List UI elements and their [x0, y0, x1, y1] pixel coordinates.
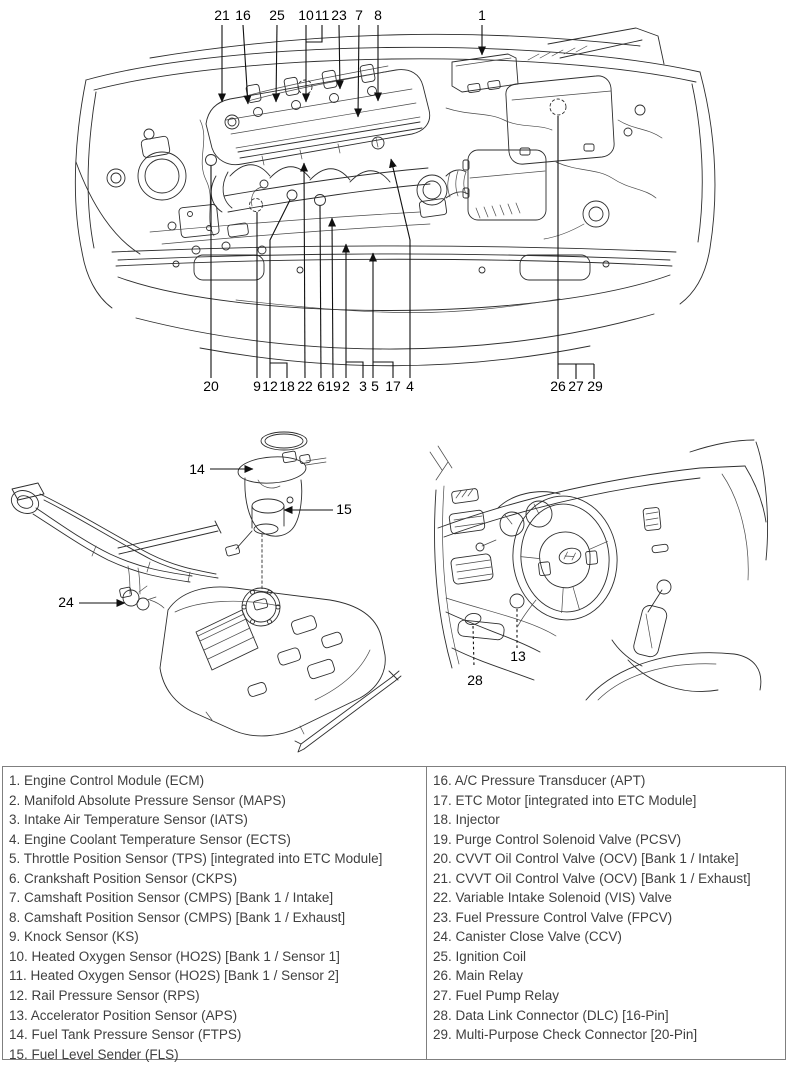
- parts-list-item: 21. CVVT Oil Control Valve (OCV) [Bank 1 / Exhaust]: [433, 870, 751, 886]
- callout-17: 17: [385, 378, 401, 394]
- engine-bay-leader-lines: [211, 25, 594, 379]
- callout-18: 18: [279, 378, 295, 394]
- callout-23: 23: [331, 7, 347, 23]
- callout-29: 29: [587, 378, 603, 394]
- parts-list-item: 9. Knock Sensor (KS): [9, 929, 139, 945]
- callout-5: 5: [371, 378, 379, 394]
- parts-list-item: 28. Data Link Connector (DLC) [16-Pin]: [433, 1007, 669, 1023]
- callout-9: 9: [253, 378, 261, 394]
- callout-2: 2: [342, 378, 350, 394]
- dashboard-figure: [430, 440, 768, 700]
- callout-25: 25: [269, 7, 285, 23]
- parts-list-item: 5. Throttle Position Sensor (TPS) [integrated into ETC Module]: [9, 851, 383, 867]
- fuel-tank-callout-labels: [58, 461, 352, 610]
- parts-list-item: 3. Intake Air Temperature Sensor (IATS): [9, 812, 248, 828]
- callout-1: 1: [478, 7, 486, 23]
- parts-list-item: 10. Heated Oxygen Sensor (HO2S) [Bank 1 / Sensor 1]: [9, 948, 340, 964]
- parts-list-item: 7. Camshaft Position Sensor (CMPS) [Bank 1 / Intake]: [9, 890, 334, 906]
- parts-list-item: 26. Main Relay: [433, 968, 524, 984]
- callout-10: 10: [298, 7, 314, 23]
- fuel-tank-line-art: [8, 432, 401, 752]
- parts-list-item: 8. Camshaft Position Sensor (CMPS) [Bank 1 / Exhaust]: [9, 909, 346, 925]
- callout-15: 15: [336, 501, 352, 517]
- parts-list-item: 15. Fuel Level Sender (FLS): [9, 1046, 179, 1062]
- parts-table-left-column: [3, 767, 427, 1062]
- parts-list-item: 16. A/C Pressure Transducer (APT): [433, 773, 646, 788]
- callout-26: 26: [550, 378, 566, 394]
- parts-list-item: 11. Heated Oxygen Sensor (HO2S) [Bank 1 / Sensor 2]: [9, 968, 339, 984]
- callout-7: 7: [355, 7, 363, 23]
- callout-3: 3: [359, 378, 367, 394]
- callout-6: 6: [317, 378, 325, 394]
- parts-list-item: 18. Injector: [433, 812, 500, 828]
- callout-21: 21: [214, 7, 230, 23]
- parts-list-item: 22. Variable Intake Solenoid (VIS) Valve: [433, 890, 672, 906]
- callout-22: 22: [297, 378, 313, 394]
- parts-list-item: 13. Accelerator Position Sensor (APS): [9, 1007, 238, 1023]
- callout-13: 13: [510, 648, 526, 664]
- parts-list-item: 25. Ignition Coil: [433, 948, 527, 964]
- hyundai-logo-icon: [558, 546, 583, 566]
- parts-list-item: 29. Multi-Purpose Check Connector [20-Pin]: [433, 1027, 698, 1043]
- parts-list-item: 17. ETC Motor [integrated into ETC Module]: [433, 792, 697, 808]
- parts-list-item: 20. CVVT Oil Control Valve (OCV) [Bank 1 / Intake]: [433, 851, 739, 867]
- callout-11: 11: [314, 7, 330, 23]
- parts-list-item: 24. Canister Close Valve (CCV): [433, 929, 622, 945]
- parts-list-item: 12. Rail Pressure Sensor (RPS): [9, 988, 200, 1004]
- steering-wheel: [507, 491, 623, 625]
- callout-27: 27: [568, 378, 584, 394]
- callout-28: 28: [467, 672, 483, 688]
- callout-24: 24: [58, 594, 74, 610]
- dashboard-callout-labels: [467, 648, 526, 688]
- parts-table-right-column: [427, 767, 785, 1059]
- parts-list-item: 19. Purge Control Solenoid Valve (PCSV): [433, 831, 682, 847]
- parts-list-item: 4. Engine Coolant Temperature Sensor (ECTS): [9, 831, 291, 847]
- engine-bay-figure: [75, 7, 715, 394]
- callout-4: 4: [406, 378, 414, 394]
- callout-12: 12: [262, 378, 278, 394]
- parts-list-item: 2. Manifold Absolute Pressure Sensor (MAPS): [9, 792, 286, 808]
- callout-8: 8: [374, 7, 382, 23]
- callout-20: 20: [203, 378, 219, 394]
- parts-list-item: 6. Crankshaft Position Sensor (CKPS): [9, 870, 238, 886]
- parts-list-item: 1. Engine Control Module (ECM): [9, 773, 205, 788]
- parts-table: [2, 766, 786, 1060]
- callout-16: 16: [235, 7, 251, 23]
- parts-list-item: 27. Fuel Pump Relay: [433, 988, 560, 1004]
- dashboard-line-art: [430, 440, 768, 700]
- parts-list-item: 23. Fuel Pressure Control Valve (FPCV): [433, 909, 673, 925]
- parts-list-item: 14. Fuel Tank Pressure Sensor (FTPS): [9, 1027, 242, 1043]
- callout-19: 19: [325, 378, 341, 394]
- engine-bay-line-art: [75, 28, 715, 366]
- fuel-tank-figure: [8, 432, 401, 752]
- callout-14: 14: [189, 461, 205, 477]
